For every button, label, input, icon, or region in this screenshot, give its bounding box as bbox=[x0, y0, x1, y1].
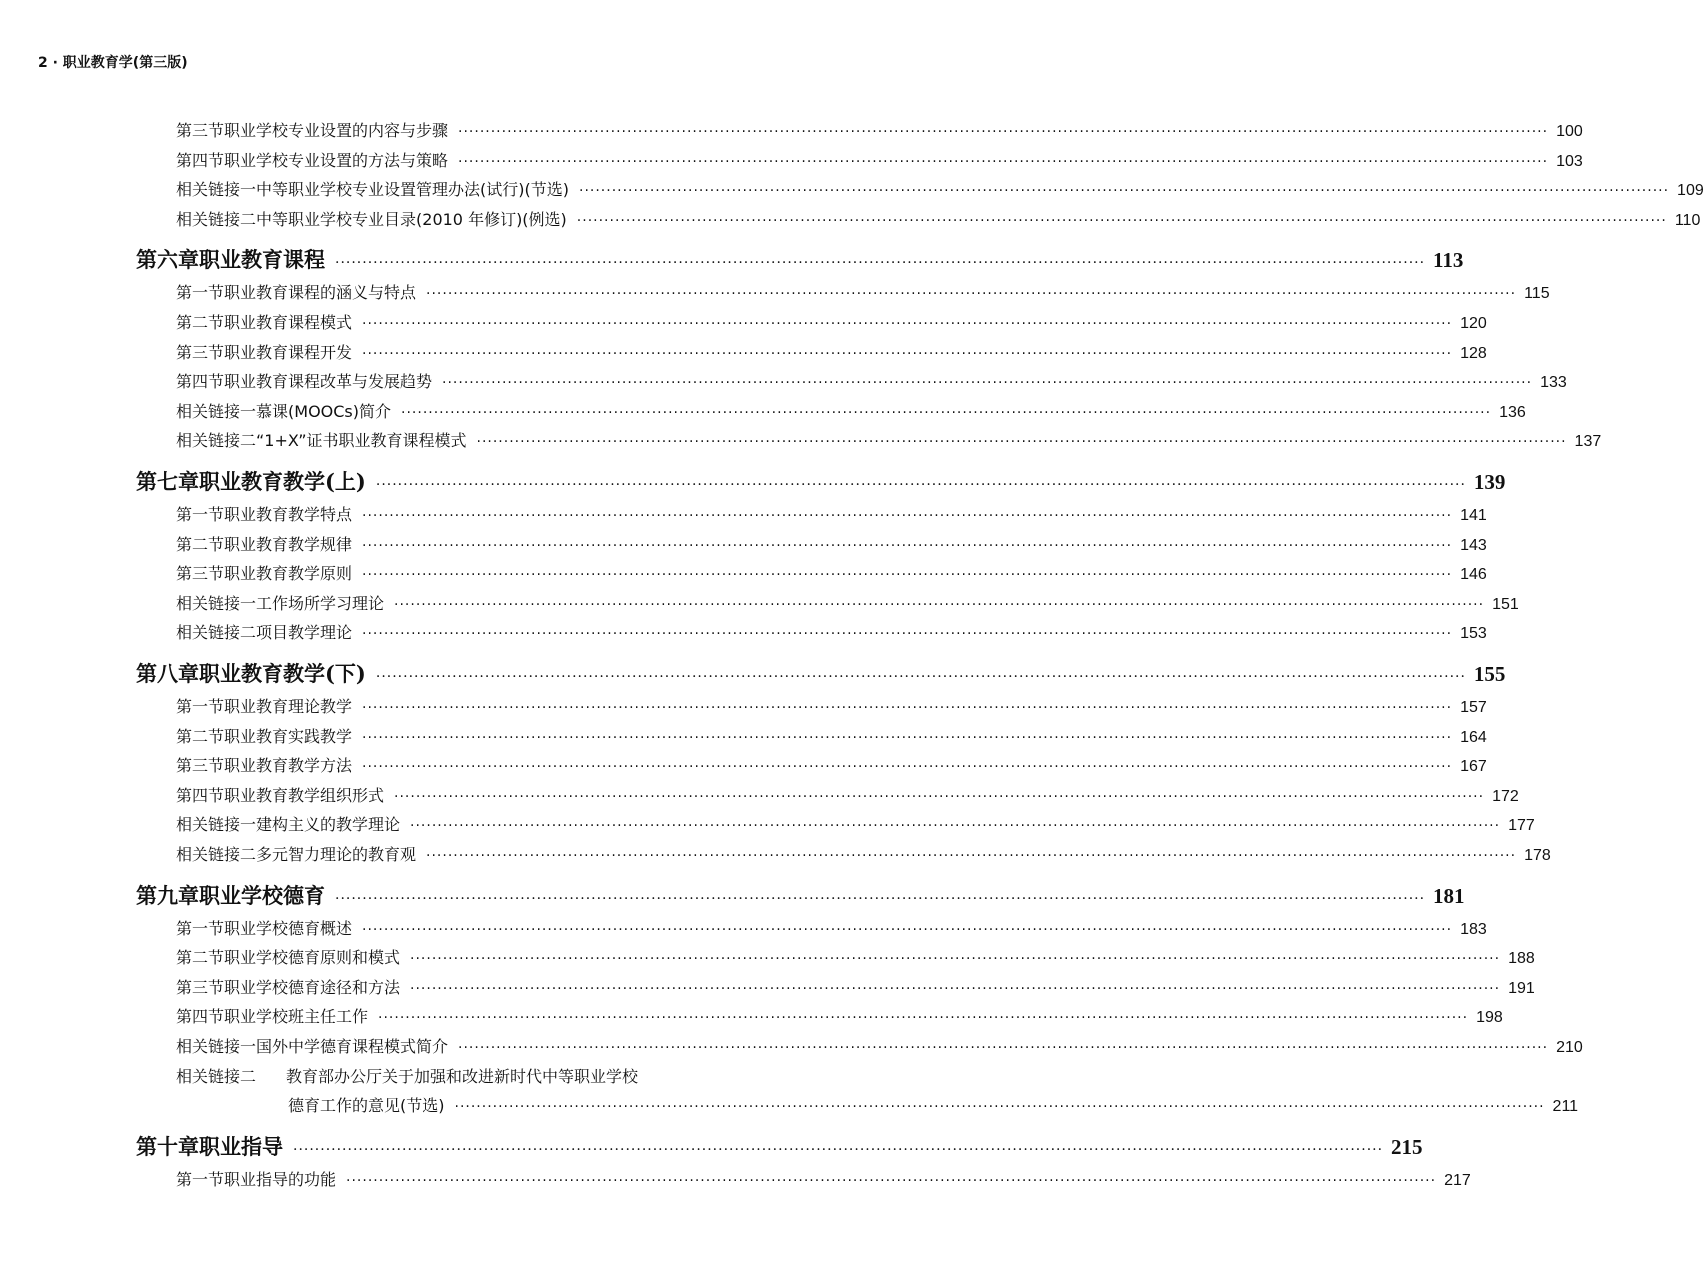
leader-dots: ········································································································································································································ bbox=[401, 404, 1492, 421]
toc-section-entry[interactable] bbox=[176, 783, 1519, 806]
toc-page-number: 172 bbox=[1492, 787, 1519, 805]
toc-page-number: 136 bbox=[1499, 403, 1526, 421]
leader-dots: ········································································································································································································ bbox=[362, 316, 1453, 332]
toc-entry-label: 第四节 bbox=[176, 1007, 225, 1027]
toc-entry-label: 第一节 bbox=[176, 697, 225, 716]
toc-entry-label: 第一节 bbox=[176, 505, 225, 524]
leader-dots: ········································································································································································································ bbox=[394, 788, 1485, 805]
toc-entry-label: 相关链接一 bbox=[176, 401, 257, 421]
leader-dots: ········································································································································································································ bbox=[458, 124, 1549, 140]
toc-section-entry[interactable] bbox=[176, 842, 1551, 865]
toc-section-entry[interactable] bbox=[176, 591, 1519, 614]
toc-section-entry[interactable] bbox=[176, 1167, 1471, 1190]
leader-dots: ········································································································································································································ bbox=[362, 567, 1453, 584]
leader-dots: ········································································································································································································ bbox=[394, 596, 1485, 613]
toc-entry-label: 相关链接二 bbox=[176, 1066, 257, 1086]
leader-dots: ········································································································································································································ bbox=[362, 537, 1453, 554]
leader-dots: ········································································································································································································ bbox=[426, 286, 1517, 303]
toc-entry-label: 第六章 bbox=[136, 247, 199, 273]
toc-entry-label: 第一节 bbox=[176, 283, 225, 303]
toc-entry-label: 第七章 bbox=[136, 469, 199, 494]
toc-section-entry[interactable] bbox=[176, 975, 1535, 998]
toc-page-number: 157 bbox=[1460, 699, 1487, 716]
toc-entry-title: 职业教育教学规律 bbox=[224, 534, 353, 554]
toc-entry-title: 职业教育教学方法 bbox=[224, 756, 353, 776]
toc-page-number: 155 bbox=[1473, 662, 1506, 686]
leader-dots: ········································································································································································································ bbox=[362, 345, 1453, 362]
toc-entry-label: 第二节 bbox=[176, 948, 225, 968]
leader-dots: ········································································································································································································ bbox=[362, 921, 1453, 938]
leader-dots: ········································································································································································································ bbox=[362, 759, 1453, 776]
toc-entry-label: 第三节 bbox=[176, 564, 225, 584]
leader-dots: ········································································································································································································ bbox=[362, 729, 1453, 746]
toc-section-entry[interactable] bbox=[176, 812, 1535, 835]
toc-page-number: 198 bbox=[1476, 1009, 1503, 1027]
toc-entry-title: 建构主义的教学理论 bbox=[256, 815, 401, 835]
toc-entry-label: 第四节 bbox=[176, 372, 225, 392]
toc-section-entry[interactable] bbox=[176, 945, 1535, 968]
toc-section-entry[interactable] bbox=[176, 916, 1487, 939]
toc-page-number: 211 bbox=[1552, 1098, 1579, 1116]
toc-entry-title: 多元智力理论的教育观 bbox=[256, 845, 417, 864]
toc-entry-label: 相关链接二 bbox=[176, 623, 257, 643]
toc-entry-title: 职业学校德育概述 bbox=[224, 918, 353, 938]
toc-entry-label: 第九章 bbox=[136, 882, 199, 908]
toc-section-entry[interactable] bbox=[176, 620, 1487, 643]
toc-section-entry[interactable] bbox=[176, 561, 1487, 584]
toc-entry-title: 职业教育教学原则 bbox=[224, 564, 353, 584]
leader-dots: ········································································································································································································ bbox=[293, 1141, 1384, 1158]
toc-entry-title: 教育部办公厅关于加强和改进新时代中等职业学校 bbox=[286, 1066, 639, 1086]
toc-section-entry[interactable] bbox=[176, 1064, 716, 1087]
toc-page-number: 151 bbox=[1492, 595, 1519, 613]
toc-page-number: 177 bbox=[1508, 817, 1535, 835]
toc-entry-label: 相关链接一 bbox=[176, 593, 257, 613]
toc-section-entry[interactable] bbox=[176, 532, 1487, 555]
toc-entry-title: 国外中学德育课程模式简介 bbox=[256, 1037, 449, 1056]
toc-page-number: 181 bbox=[1433, 883, 1465, 908]
toc-entry-title: 职业学校班主任工作 bbox=[224, 1007, 369, 1027]
toc-chapter-entry[interactable] bbox=[136, 244, 1464, 274]
toc-entry-label: 相关链接二 bbox=[176, 209, 257, 229]
leader-dots: ········································································································································································································ bbox=[410, 951, 1501, 968]
toc-entry-title: 中等职业学校专业目录(2010 年修订)(例选) bbox=[256, 209, 567, 229]
leader-dots: ········································································································································································································ bbox=[458, 153, 1549, 170]
toc-entry-title: 慕课(MOOCs)简介 bbox=[256, 401, 392, 421]
toc-entry-title: 职业教育课程模式 bbox=[224, 313, 353, 332]
leader-dots: ········································································································································································································ bbox=[454, 1099, 1545, 1116]
leader-dots: ········································································································································································································ bbox=[375, 669, 1466, 685]
leader-dots: ········································································································································································································ bbox=[362, 700, 1453, 716]
toc-section-entry[interactable] bbox=[176, 118, 1583, 141]
toc-entry-label: 第四节 bbox=[176, 150, 225, 170]
toc-page-number: 137 bbox=[1574, 433, 1602, 451]
toc-entry-title: 职业学校德育 bbox=[199, 882, 325, 908]
toc-section-entry[interactable] bbox=[176, 1034, 1583, 1057]
leader-dots: ········································································································································································································ bbox=[476, 434, 1567, 451]
leader-dots: ········································································································································································································ bbox=[378, 1010, 1469, 1027]
leader-dots: ········································································································································································································ bbox=[335, 890, 1426, 907]
toc-chapter-entry[interactable] bbox=[136, 658, 1506, 688]
toc-entry-label: 第二节 bbox=[176, 313, 225, 332]
toc-entry-title: “1+X”证书职业教育课程模式 bbox=[256, 431, 467, 451]
toc-page-number: 100 bbox=[1556, 123, 1583, 140]
toc-section-entry[interactable] bbox=[176, 340, 1487, 363]
toc-entry-title: 职业教育教学特点 bbox=[224, 505, 353, 524]
toc-page-number: 128 bbox=[1460, 344, 1487, 362]
leader-dots: ········································································································································································································ bbox=[442, 375, 1533, 392]
leader-dots: ········································································································································································································ bbox=[458, 1040, 1549, 1056]
toc-entry-title: 职业指导的功能 bbox=[224, 1169, 337, 1189]
toc-entry-title: 职业学校专业设置的内容与步骤 bbox=[224, 121, 449, 140]
toc-section-entry[interactable] bbox=[176, 753, 1487, 776]
toc-page-number: 115 bbox=[1524, 285, 1550, 303]
toc-entry-title: 中等职业学校专业设置管理办法(试行)(节选) bbox=[256, 180, 569, 200]
toc-page-number: 133 bbox=[1540, 374, 1567, 392]
toc-section-entry[interactable] bbox=[288, 1093, 1579, 1116]
leader-dots: ········································································································································································································ bbox=[410, 980, 1501, 997]
toc-entry-label: 第三节 bbox=[176, 121, 225, 140]
leader-dots: ········································································································································································································ bbox=[579, 183, 1670, 200]
toc-entry-label: 第一节 bbox=[176, 1169, 225, 1189]
toc-section-entry[interactable] bbox=[176, 724, 1487, 747]
toc-section-entry[interactable] bbox=[176, 310, 1487, 333]
toc-entry-label: 第三节 bbox=[176, 342, 225, 362]
toc-entry-title: 职业学校德育途径和方法 bbox=[224, 977, 401, 997]
toc-page-number: 217 bbox=[1444, 1171, 1471, 1189]
leader-dots: ········································································································································································································ bbox=[576, 212, 1667, 229]
toc-entry-label: 第二节 bbox=[176, 534, 225, 554]
toc-page-number: 153 bbox=[1460, 625, 1487, 643]
toc-page-number: 146 bbox=[1460, 566, 1487, 584]
toc-section-entry[interactable] bbox=[176, 1004, 1503, 1027]
toc-entry-label: 第八章 bbox=[136, 661, 199, 686]
toc-section-entry[interactable] bbox=[176, 207, 1701, 230]
toc-section-entry[interactable] bbox=[176, 177, 1704, 200]
toc-page-number: 167 bbox=[1460, 758, 1487, 776]
toc-entry-label: 相关链接一 bbox=[176, 180, 257, 200]
toc-entry-title: 职业教育实践教学 bbox=[224, 726, 353, 746]
toc-chapter-entry[interactable] bbox=[136, 466, 1506, 496]
toc-entry-title: 职业教育课程开发 bbox=[224, 342, 353, 362]
toc-page-number: 188 bbox=[1508, 950, 1535, 968]
toc-entry-title: 项目教学理论 bbox=[256, 623, 353, 643]
toc-page-number: 141 bbox=[1460, 507, 1487, 524]
leader-dots: ········································································································································································································ bbox=[375, 477, 1466, 493]
toc-page-number: 215 bbox=[1391, 1134, 1423, 1159]
toc-page-number: 113 bbox=[1433, 248, 1464, 273]
toc-page-number: 139 bbox=[1473, 470, 1506, 494]
toc-entry-title: 职业教育理论教学 bbox=[224, 697, 353, 716]
toc-entry-label: 第十章 bbox=[136, 1133, 199, 1159]
toc-section-entry[interactable] bbox=[176, 369, 1567, 392]
toc-section-entry[interactable] bbox=[176, 502, 1487, 525]
toc-section-entry[interactable] bbox=[176, 148, 1583, 171]
toc-section-entry[interactable] bbox=[176, 428, 1602, 451]
toc-entry-title: 职业教育课程的涵义与特点 bbox=[224, 283, 417, 303]
toc-entry-label: 相关链接一 bbox=[176, 1037, 257, 1056]
running-header: 2 · 职业教育学(第三版) bbox=[38, 55, 188, 71]
toc-page-number: 164 bbox=[1460, 728, 1487, 746]
toc-page-number: 210 bbox=[1556, 1039, 1583, 1056]
toc-page-number: 109 bbox=[1677, 182, 1704, 200]
toc-entry-title: 职业教育教学组织形式 bbox=[224, 785, 385, 805]
toc-entry-title: 职业教育教学(下) bbox=[199, 661, 366, 686]
toc-entry-title: 职业学校专业设置的方法与策略 bbox=[224, 150, 449, 170]
toc-entry-label: 第二节 bbox=[176, 726, 225, 746]
toc-section-entry[interactable] bbox=[176, 694, 1487, 717]
toc-entry-title: 职业教育教学(上) bbox=[199, 469, 366, 494]
leader-dots: ········································································································································································································ bbox=[346, 1172, 1437, 1189]
toc-entry-label: 相关链接二 bbox=[176, 431, 257, 451]
toc-entry-label: 第三节 bbox=[176, 977, 225, 997]
leader-dots: ········································································································································································································ bbox=[426, 848, 1517, 864]
toc-page-number: 191 bbox=[1508, 979, 1535, 997]
toc-entry-title: 德育工作的意见(节选) bbox=[288, 1096, 445, 1116]
toc-entry-label: 相关链接一 bbox=[176, 815, 257, 835]
toc-entry-label: 第四节 bbox=[176, 785, 225, 805]
toc-entry-title: 职业指导 bbox=[199, 1133, 283, 1159]
toc-chapter-entry[interactable] bbox=[136, 880, 1465, 910]
leader-dots: ········································································································································································································ bbox=[335, 255, 1426, 272]
toc-page-number: 143 bbox=[1460, 536, 1487, 554]
toc-entry-label: 第一节 bbox=[176, 918, 225, 938]
toc-page-number: 183 bbox=[1460, 920, 1487, 938]
toc-page-number: 110 bbox=[1674, 211, 1701, 229]
leader-dots: ········································································································································································································ bbox=[410, 818, 1501, 835]
toc-section-entry[interactable] bbox=[176, 280, 1550, 303]
toc-page-number: 103 bbox=[1556, 152, 1583, 170]
toc-section-entry[interactable] bbox=[176, 399, 1526, 422]
toc-page-number: 120 bbox=[1460, 315, 1487, 332]
leader-dots: ········································································································································································································ bbox=[362, 508, 1453, 524]
toc-chapter-entry[interactable] bbox=[136, 1131, 1423, 1161]
leader-dots: ········································································································································································································ bbox=[362, 626, 1453, 643]
toc-entry-label: 相关链接二 bbox=[176, 845, 257, 864]
toc-entry-title: 职业学校德育原则和模式 bbox=[224, 948, 401, 968]
toc-entry-title: 工作场所学习理论 bbox=[256, 593, 385, 613]
toc-entry-title: 职业教育课程 bbox=[199, 247, 325, 273]
toc-entry-title: 职业教育课程改革与发展趋势 bbox=[224, 372, 433, 392]
toc-entry-label: 第三节 bbox=[176, 756, 225, 776]
toc-page-number: 178 bbox=[1524, 847, 1551, 864]
